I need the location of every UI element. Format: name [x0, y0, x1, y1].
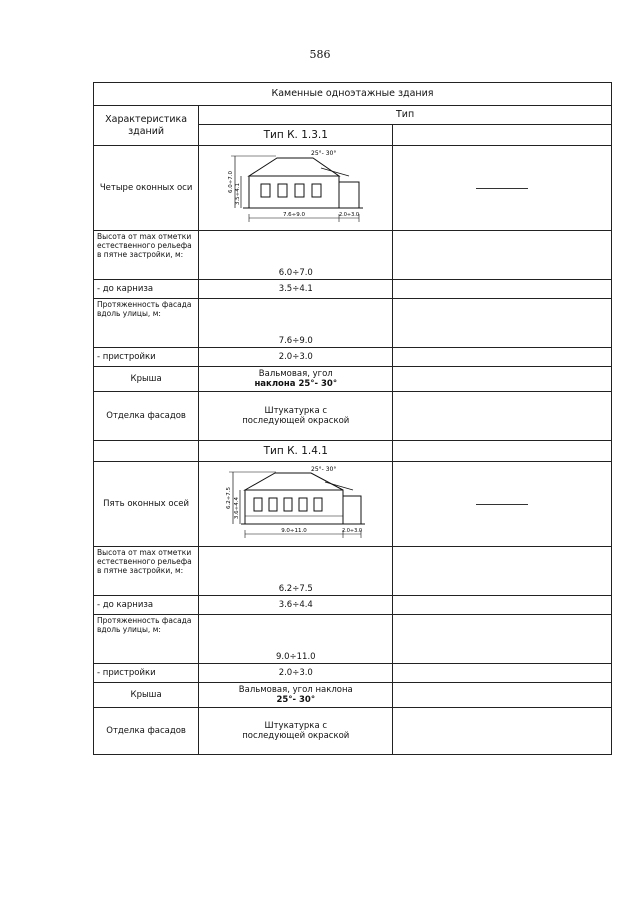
type-label-2: Тип К. 1.4.1	[199, 441, 393, 462]
height-row-1	[94, 231, 612, 280]
eave-value-1: 3.5÷4.1	[199, 280, 393, 299]
type-label-1: Тип К. 1.3.1	[199, 125, 393, 146]
length-label-2: Протяженность фасада вдоль улицы, м:	[94, 615, 199, 664]
ext-row-1	[94, 348, 612, 367]
length-row-2	[94, 615, 612, 664]
ext-value-2: 2.0÷3.0	[199, 664, 393, 683]
finish-label-1: Отделка фасадов	[94, 392, 199, 441]
finish-value-1-line1: Штукатурка с	[264, 405, 328, 416]
roof-value-2-line1: Вальмовая, угол наклона	[238, 684, 353, 695]
header-characteristic: Характеристика зданий	[94, 106, 199, 146]
finish-value-1-line2: последующей окраской	[242, 416, 350, 426]
roof-label-1: Крыша	[94, 367, 199, 392]
ext-row-2	[94, 664, 612, 683]
height-label-1: Высота от max отметки естественного рельефа в пятне застройки, м:	[94, 231, 199, 280]
finish-value-2-line2: последующей окраской	[242, 731, 350, 741]
finish-row-2	[94, 708, 612, 755]
ext-value-1: 2.0÷3.0	[199, 348, 393, 367]
sketch-len-ext-2: 2.0÷3.0	[341, 528, 362, 534]
sketch-len-main-2: 9.0÷11.0	[280, 528, 307, 534]
eave-value-2: 3.6÷4.4	[199, 596, 393, 615]
sketch-len-main-1: 7.6÷9.0	[282, 212, 305, 218]
height-row-2	[94, 547, 612, 596]
windows-label-2: Пять оконных осей	[94, 462, 199, 547]
roof-value-1-line2: наклона 25°- 30°	[254, 379, 338, 389]
windows-row-2	[94, 462, 612, 547]
roof-row-1	[94, 367, 612, 392]
finish-value-1	[199, 392, 393, 441]
spec-table	[93, 82, 612, 755]
windows-label-1: Четыре оконных оси	[94, 146, 199, 231]
roof-value-1-line1: Вальмовая, угол	[258, 368, 333, 379]
eave-row-1	[94, 280, 612, 299]
windows-row-1	[94, 146, 612, 231]
header-type: Тип	[199, 106, 612, 125]
house-facade-drawing-1	[221, 148, 371, 228]
header-row	[94, 106, 612, 125]
height-label-2: Высота от max отметки естественного рельефа в пятне застройки, м:	[94, 547, 199, 596]
type-row-2	[94, 441, 612, 462]
sketch-height-total-2: 6.2÷7.5	[225, 486, 232, 510]
empty-dash-2	[476, 504, 528, 505]
ext-label-2: - пристройки	[94, 664, 199, 683]
eave-label-2: - до карниза	[94, 596, 199, 615]
roof-row-2	[94, 683, 612, 708]
facade-sketch-2	[199, 462, 393, 547]
length-label-1: Протяженность фасада вдоль улицы, м:	[94, 299, 199, 348]
roof-value-1	[199, 367, 393, 392]
sketch-roof-angle-2: 25°- 30°	[310, 466, 337, 473]
finish-value-2-line1: Штукатурка с	[264, 720, 328, 731]
roof-value-2-line2: 25°- 30°	[276, 695, 316, 705]
finish-value-2	[199, 708, 393, 755]
sketch-height-eave-1: 3.5÷4.1	[234, 182, 241, 206]
length-row-1	[94, 299, 612, 348]
eave-label-1: - до карниза	[94, 280, 199, 299]
house-facade-drawing-2	[221, 464, 371, 544]
sketch-height-eave-2: 3.6÷4.4	[233, 496, 240, 520]
finish-row-1	[94, 392, 612, 441]
table-title-row	[94, 83, 612, 106]
roof-value-2	[199, 683, 393, 708]
empty-dash-1	[476, 188, 528, 189]
ridge-value-1: 6.0÷7.0	[199, 231, 393, 280]
page-number: 586	[309, 48, 331, 61]
finish-label-2: Отделка фасадов	[94, 708, 199, 755]
eave-row-2	[94, 596, 612, 615]
sketch-len-ext-1: 2.0÷3.0	[338, 212, 359, 218]
sketch-height-total-1: 6.0÷7.0	[227, 170, 234, 194]
ext-label-1: - пристройки	[94, 348, 199, 367]
main-value-2: 9.0÷11.0	[199, 615, 393, 664]
roof-label-2: Крыша	[94, 683, 199, 708]
sketch-roof-angle-1: 25°- 30°	[310, 150, 337, 157]
ridge-value-2: 6.2÷7.5	[199, 547, 393, 596]
main-value-1: 7.6÷9.0	[199, 299, 393, 348]
table-title: Каменные одноэтажные здания	[94, 83, 612, 106]
facade-sketch-1	[199, 146, 393, 231]
